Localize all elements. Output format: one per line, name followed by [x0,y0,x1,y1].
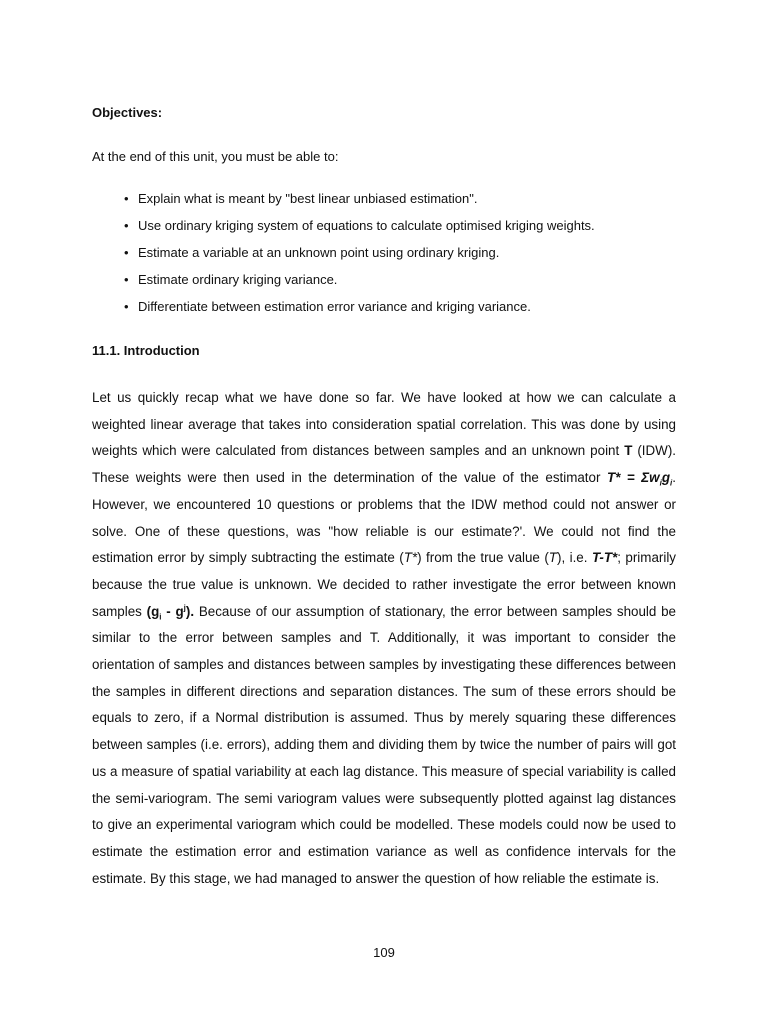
para-text: ) from the true value ( [417,550,549,566]
sample-error-superscript: j [183,603,186,613]
list-item [124,298,595,325]
para-equation [626,470,673,488]
para-text: ; primarily because the true value is unknown. We decided to rather investigate the error between known samples [92,550,676,619]
para-text: Let us quickly recap what we have done so far. We have looked at how we can calculate a weighted linear average that takes into consideration spatial correlation. This was done by using weights which were calculated from distances between samples and an unknown point [92,390,676,459]
para-text: Because of our assumption of stationary, the error between samples should be similar to the error between samples and T. Additionally, it was important to consider the orientation of samples and distances between samples by investigating these differences between the samples in different directions and separation distances. The sum of these errors should be equals to zero, if a Normal distribution is assumed. Thus by merely squaring these differences between samples (i.e. errors), adding them and dividing them by twice the number of pairs will got us a measure of spatial variability at each lag distance. This measure of special variability is called the semi-variogram. The semi variogram values were subsequently plotted against lag distances to give an experimental variogram which could be modelled. These models could now be used to estimate the estimation error and estimation variance as well as confidence intervals for the estimate. By this stage, we had managed to answer the question of how reliable the estimate is. [92,603,676,886]
equation-subscript: i [659,478,662,488]
list-item-text: Estimate ordinary kriging variance. [138,272,338,287]
para-difference: T-T* [591,550,618,566]
page-number: 109 [373,945,395,960]
list-item-text: Estimate a variable at an unknown point using ordinary kriging. [138,245,500,260]
para-text: ), i.e. [556,550,592,566]
sample-error-close: ). [185,603,195,619]
list-item-text: Explain what is meant by "best linear unbiased estimation". [138,191,478,206]
section-heading: 11.1. Introduction [92,343,200,358]
bullet-icon: • [124,245,129,260]
para-bold-T: T [624,443,633,459]
sample-error-subscript: i [159,612,162,622]
equation-subscript: i [670,478,673,488]
list-item-text: Use ordinary kriging system of equations to calculate optimised kriging weights. [138,218,595,233]
list-item [124,217,595,244]
para-true-value: T [548,550,557,566]
para-estimator: T* [606,470,621,486]
para-estimate: T* [403,550,418,566]
bullet-icon: • [124,218,129,233]
sample-error-mid: - g [161,603,184,619]
objectives-heading: Objectives: [92,105,163,120]
introduction-paragraph [92,385,676,892]
list-item [124,244,595,271]
list-item-text: Differentiate between estimation error variance and kriging variance. [138,299,531,314]
para-text: . However, we encountered 10 questions or problems that the IDW method could not answer or solve. One of these questions, was "how reliable is our estimate?'. We could not find the estimation error by simply subtracting the estimate ( [92,470,676,566]
list-item [124,190,595,217]
sample-error-open: (g [146,603,160,619]
bullet-icon: • [124,191,129,206]
equation-g: g [661,470,670,486]
bullet-icon: • [124,299,129,314]
para-text: (IDW). These weights were then used in the determination of the value of the estimator [92,443,677,486]
para-sample-error [146,603,195,622]
equation-prefix: = Σw [626,470,660,486]
objectives-list [124,190,595,325]
bullet-icon: • [124,272,129,287]
list-item [124,271,595,298]
objectives-intro: At the end of this unit, you must be able to: [92,149,339,164]
